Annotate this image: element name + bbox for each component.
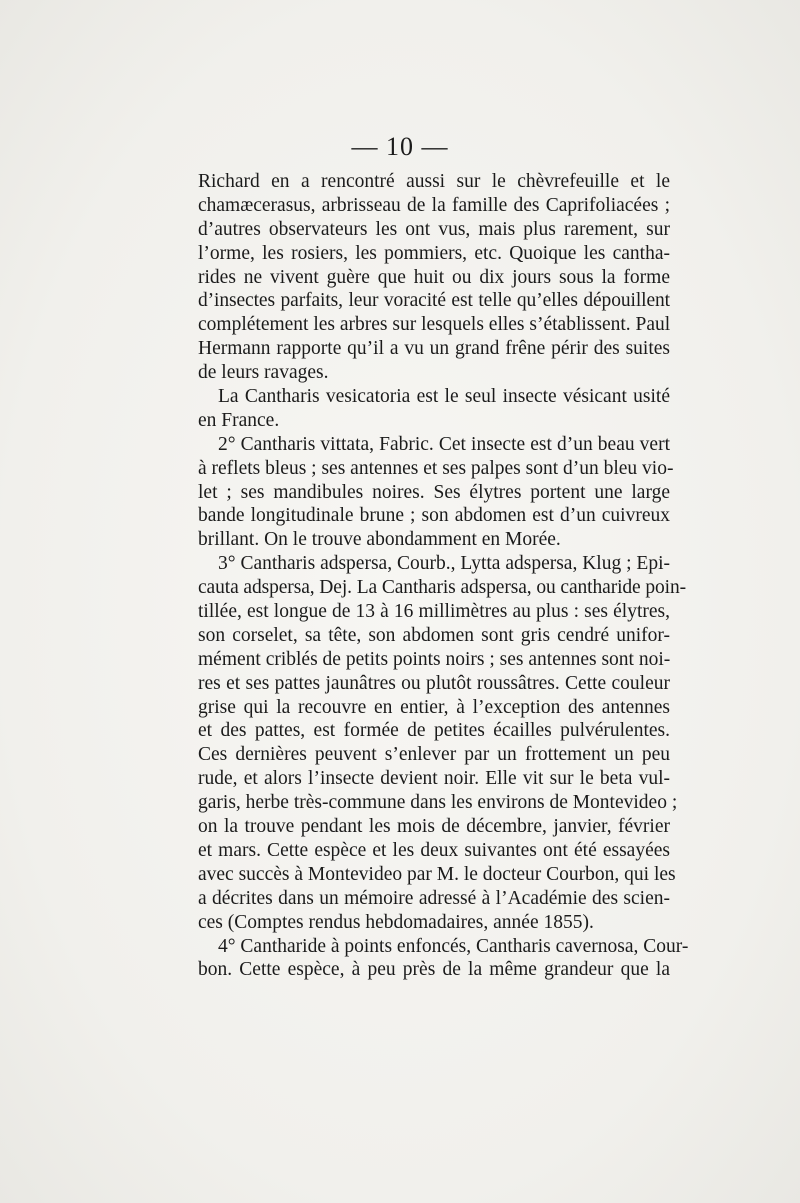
text-line: cauta adspersa, Dej. La Cantharis adspersa, ou cantharide poin- (198, 577, 687, 599)
text-line: avec succès à Montevideo par M. le docteur Courbon, qui les (198, 863, 676, 885)
text-line: bon. Cette espèce, à peu près de la même grandeur que la (198, 959, 670, 981)
text-line: mément criblés de petits points noirs ; ses antennes sont noi- (198, 648, 671, 670)
text-line: a décrites dans un mémoire adressé à l’Académie des scien- (198, 887, 670, 909)
text-line: La Cantharis vesicatoria est le seul insecte vésicant usité (218, 386, 670, 408)
page-number: — 10 — (351, 132, 449, 161)
text-line: son corselet, sa tête, son abdomen sont gris cendré unifor- (198, 624, 670, 646)
text-line: Richard en a rencontré aussi sur le chèvrefeuille et le (198, 171, 670, 192)
text-line: et mars. Cette espèce et les deux suivantes ont été essayées (198, 839, 670, 861)
text-line: on la trouve pendant les mois de décembre, janvier, février (198, 816, 670, 838)
text-line: 2° Cantharis vittata, Fabric. Cet insecte est d’un beau vert (218, 433, 670, 455)
text-line: complétement les arbres sur lesquels elles s’établissent. Paul (198, 314, 671, 336)
text-line: rides ne vivent guère que huit ou dix jours sous la forme (198, 266, 670, 288)
text-line: res et ses pattes jaunâtres ou plutôt roussâtres. Cette couleur (198, 672, 670, 694)
text-line: garis, herbe très-commune dans les environs de Montevideo ; (198, 792, 678, 814)
text-line: rude, et alors l’insecte devient noir. Elle vit sur le beta vul- (198, 768, 670, 790)
text-line: d’insectes parfaits, leur voracité est telle qu’elles dépouillent (198, 290, 670, 312)
body-text (198, 170, 689, 982)
text-line: 3° Cantharis adspersa, Courb., Lytta adspersa, Klug ; Epi- (218, 553, 670, 575)
text-line: Hermann rapporte qu’il a vu un grand frêne périr des suites (198, 338, 670, 360)
text-line: l’orme, les rosiers, les pommiers, etc. Quoique les cantha- (198, 242, 670, 264)
text-line: et des pattes, est formée de petites écailles pulvérulentes. (198, 720, 670, 742)
text-line: brillant. On le trouve abondamment en Morée. (198, 529, 561, 551)
text-line: de leurs ravages. (198, 362, 329, 384)
text-line: 4° Cantharide à points enfoncés, Cantharis cavernosa, Cour- (218, 935, 689, 957)
text-line: Ces dernières peuvent s’enlever par un frottement un peu (198, 744, 670, 766)
text-line: chamæcerasus, arbrisseau de la famille des Caprifoliacées ; (198, 194, 670, 216)
text-line: d’autres observateurs les ont vus, mais plus rarement, sur (198, 218, 670, 240)
text-line: grise qui la recouvre en entier, à l’exception des antennes (198, 696, 670, 718)
text-line: bande longitudinale brune ; son abdomen est d’un cuivreux (198, 505, 670, 527)
text-line: à reflets bleus ; ses antennes et ses palpes sont d’un bleu vio- (198, 457, 674, 479)
text-line: let ; ses mandibules noires. Ses élytres portent une large (198, 481, 670, 503)
text-line: ces (Comptes rendus hebdomadaires, année 1855). (198, 911, 594, 933)
text-line: en France. (198, 409, 280, 431)
text-line: tillée, est longue de 13 à 16 millimètres au plus : ses élytres, (198, 601, 670, 623)
